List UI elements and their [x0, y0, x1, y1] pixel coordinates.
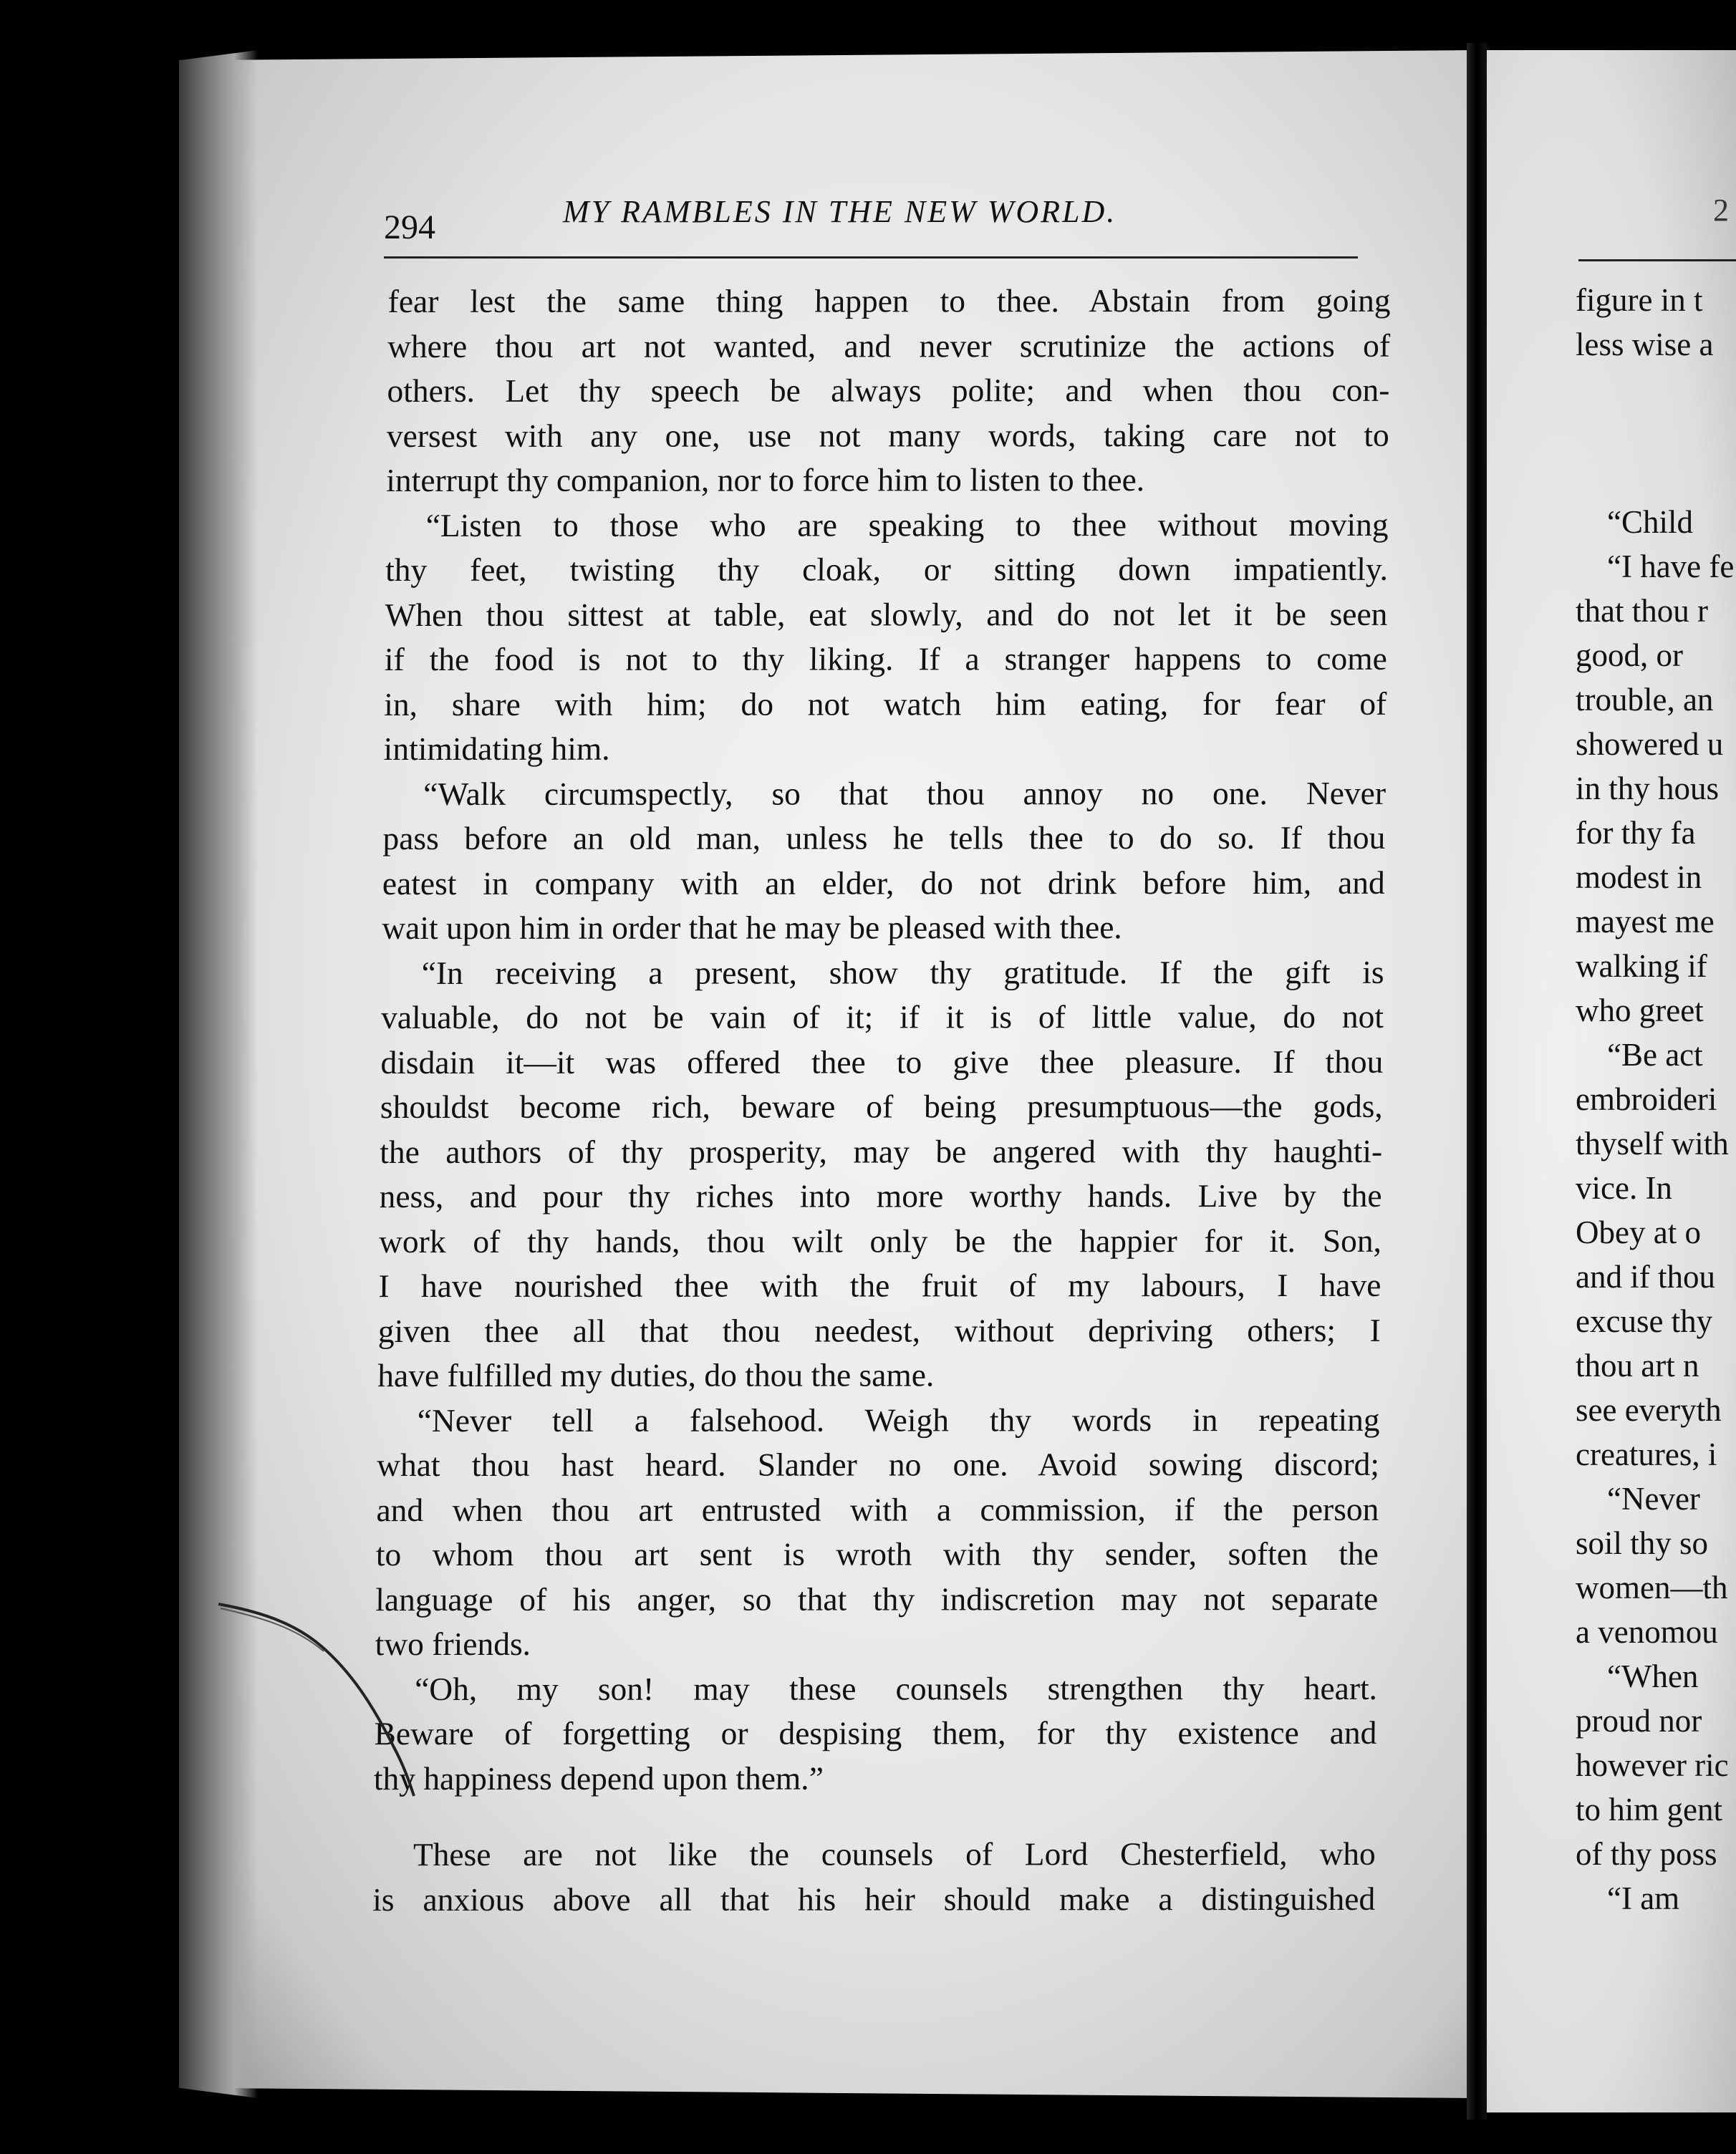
text-line: language of his anger, so that thy indiscretion may not separate: [375, 1580, 1379, 1618]
text-line: versest with any one, use not many words, taking care not to: [386, 416, 1390, 454]
text-line: These are not like the counsels of Lord Chesterfield, who: [413, 1835, 1376, 1873]
text-line: given thee all that thou needest, without depriving others; I: [377, 1311, 1381, 1349]
text-line: intimidating him.: [383, 730, 610, 768]
page-number: 294: [384, 208, 435, 246]
right-text-line: walking if: [1576, 948, 1707, 984]
right-text-line: “I have fe: [1607, 549, 1735, 584]
right-text-line: [1576, 455, 1736, 500]
right-text-line: and if thou: [1576, 1259, 1715, 1295]
right-text-line: “I am: [1607, 1880, 1680, 1916]
text-line: if the food is not to thy liking. If a stranger happens to come: [384, 639, 1388, 678]
right-text-line: good, or: [1576, 637, 1683, 673]
right-text-line: thyself with: [1576, 1126, 1729, 1161]
text-line: I have nourished thee with the fruit of my labours, I have: [378, 1266, 1381, 1305]
right-text-line: who greet: [1576, 993, 1704, 1028]
text-line: fear lest the same thing happen to thee. Abstain from going: [387, 281, 1391, 320]
text-line: interrupt thy companion, nor to force him to listen to thee.: [386, 461, 1145, 499]
right-text-line: “Never: [1607, 1481, 1700, 1517]
text-line: and when thou art entrusted with a commission, if the person: [376, 1490, 1379, 1528]
text-line: “In receiving a present, show thy gratitude. If the gift is: [421, 953, 1384, 991]
paragraph: [383, 502, 1389, 771]
text-line: shouldst become rich, beware of being presumptuous—the gods,: [380, 1087, 1384, 1126]
right-text-line: see everyth: [1576, 1392, 1722, 1428]
right-text-line: that thou r: [1576, 593, 1708, 629]
text-line: disdain it—it was offered thee to give thee pleasure. If thou: [380, 1043, 1384, 1081]
right-page-text: [1576, 278, 1736, 1921]
book-gutter: [1467, 43, 1487, 2120]
right-text-line: to him gent: [1576, 1792, 1722, 1827]
text-line: where thou art not wanted, and never scrutinize the actions of: [387, 327, 1391, 364]
right-text-line: excuse thy: [1576, 1303, 1713, 1339]
margin-pen-mark: [215, 1583, 444, 1797]
right-text-line: figure in t: [1576, 282, 1703, 318]
text-line: wait upon him in order that he may be pleased with thee.: [382, 909, 1123, 947]
paragraph: [374, 1666, 1378, 1801]
right-text-line: less wise a: [1576, 327, 1714, 362]
right-text-line: soil thy so: [1576, 1525, 1709, 1561]
text-line: two friends.: [375, 1625, 531, 1663]
text-line: what thou hast heard. Slander no one. Avoid sowing discord;: [376, 1445, 1380, 1484]
text-line: in, share with him; do not watch him eating, for fear of: [384, 685, 1387, 723]
right-text-line: vice. In: [1576, 1170, 1672, 1206]
right-text-line: [1576, 367, 1736, 411]
right-text-line: Obey at o: [1576, 1214, 1701, 1250]
text-line: “Listen to those who are speaking to thee without moving: [425, 506, 1389, 544]
page-header: [384, 193, 1358, 258]
right-text-line: modest in: [1576, 859, 1702, 895]
right-text-line: thou art n: [1576, 1348, 1699, 1383]
right-text-line: proud nor: [1576, 1703, 1702, 1739]
header-rule: [384, 256, 1358, 259]
right-text-line: [1576, 411, 1736, 455]
text-line: work of thy hands, thou wilt only be the happier for it. Son,: [378, 1222, 1382, 1260]
right-text-line: creatures, i: [1576, 1436, 1717, 1472]
right-text-line: “Be act: [1607, 1037, 1703, 1073]
paragraph-gap: [373, 1800, 1376, 1832]
right-text-line: “Child: [1607, 504, 1693, 540]
text-line: the authors of thy prosperity, may be angered with thy haughti-: [380, 1132, 1383, 1170]
right-text-line: however ric: [1576, 1747, 1729, 1783]
body-text: [372, 279, 1391, 1922]
text-line: thy happiness depend upon them.”: [373, 1759, 824, 1797]
right-page-header-fragment: 2: [1713, 193, 1729, 228]
paragraph: [372, 1832, 1376, 1922]
right-text-line: of thy poss: [1576, 1836, 1717, 1872]
right-text-line: women—th: [1576, 1570, 1728, 1605]
text-line: Beware of forgetting or despising them, for thy existence and: [374, 1714, 1377, 1752]
text-line: “Never tell a falsehood. Weigh thy words in repeating: [417, 1401, 1380, 1439]
text-line: to whom thou art sent is wroth with thy sender, soften the: [375, 1535, 1379, 1573]
text-line: thy feet, twisting thy cloak, or sitting down impatiently.: [385, 550, 1389, 589]
paragraph: [386, 279, 1391, 503]
text-line: pass before an old man, unless he tells thee to do so. If thou: [382, 818, 1386, 857]
right-text-line: “When: [1607, 1658, 1699, 1694]
right-text-line: a venomou: [1576, 1614, 1718, 1650]
text-line: is anxious above all that his heir should make a distinguished: [372, 1880, 1376, 1918]
paragraph: [375, 1397, 1380, 1666]
right-text-line: trouble, an: [1576, 682, 1714, 718]
text-line: valuable, do not be vain of it; if it is of little value, do not: [380, 998, 1384, 1036]
running-head: MY RAMBLES IN THE NEW WORLD.: [563, 194, 1117, 229]
text-line: ness, and pour thy riches into more worthy hands. Live by the: [379, 1177, 1382, 1215]
right-header-rule: [1578, 259, 1736, 261]
text-line: “Walk circumspectly, so that thou annoy no one. Never: [423, 774, 1387, 812]
paragraph: [382, 771, 1386, 950]
right-text-line: showered u: [1576, 726, 1724, 762]
text-line: others. Let thy speech be always polite; and when thou con-: [387, 371, 1390, 410]
text-line: When thou sittest at table, eat slowly, and do not let it be seen: [385, 595, 1388, 633]
text-line: eatest in company with an elder, do not drink before him, and: [382, 864, 1386, 902]
right-text-line: mayest me: [1576, 904, 1715, 940]
right-text-line: for thy fa: [1576, 815, 1696, 851]
paragraph: [377, 950, 1384, 1398]
right-text-line: in thy hous: [1576, 771, 1720, 806]
text-line: “Oh, my son! may these counsels strengthen thy heart.: [414, 1669, 1378, 1707]
right-text-line: embroideri: [1576, 1081, 1717, 1117]
text-line: have fulfilled my duties, do thou the same.: [377, 1356, 935, 1394]
